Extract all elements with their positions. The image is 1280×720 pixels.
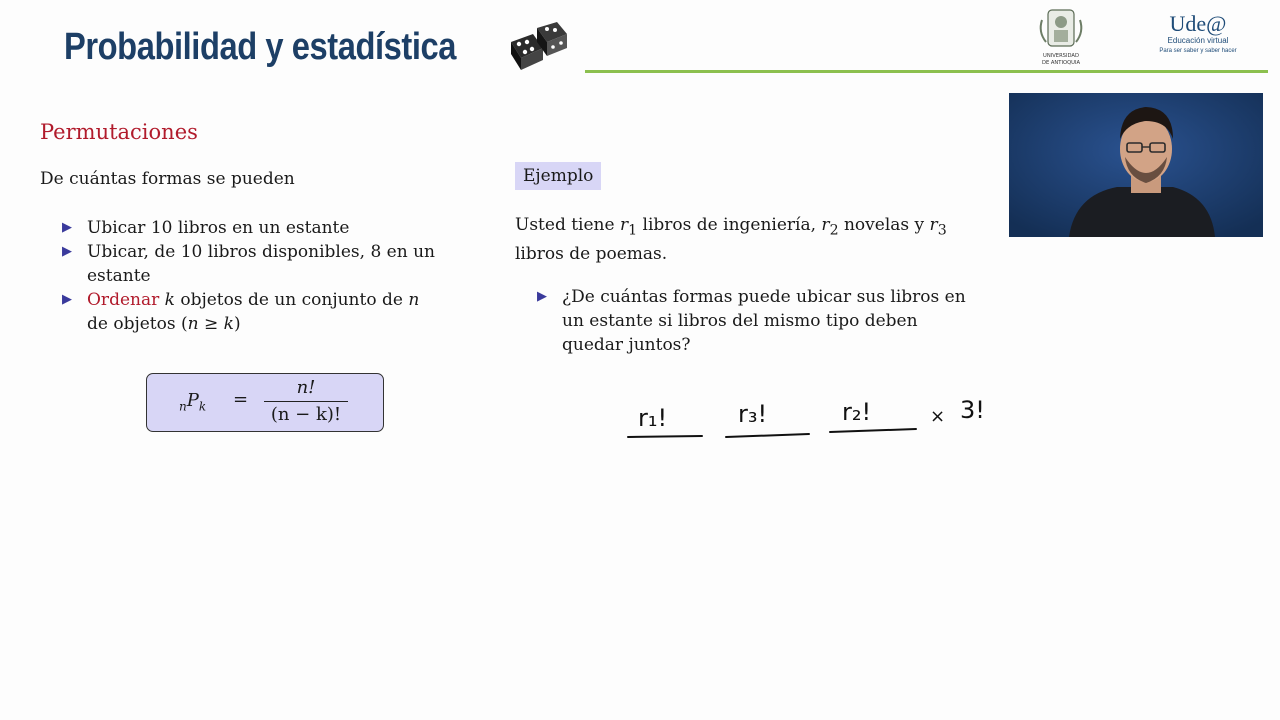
var-n: n xyxy=(408,290,420,310)
triangle-right-icon: ▶ xyxy=(62,244,72,259)
var-r2-sub: 2 xyxy=(829,222,839,239)
example-question: ¿De cuántas formas puede ubicar sus libros en un estante si libros del mismo tipo deben quedar juntos? xyxy=(562,287,966,355)
formula-sub-n: n xyxy=(179,399,187,414)
triangle-right-icon: ▶ xyxy=(62,220,72,235)
dice-icon xyxy=(507,18,569,72)
ink-times: × xyxy=(930,406,946,427)
list-item-text: Ubicar 10 libros en un estante xyxy=(87,218,350,238)
var-r3-sub: 3 xyxy=(937,222,947,239)
var-r1-sub: 1 xyxy=(628,222,638,239)
ink-3-factorial: 3! xyxy=(960,396,985,424)
example-text-part: Usted tiene xyxy=(515,215,620,235)
formula-denominator: (n − k)! xyxy=(270,404,342,425)
header-rule xyxy=(585,70,1268,73)
keyword-ordenar: Ordenar xyxy=(87,290,160,310)
university-logo xyxy=(1034,6,1088,70)
udea-subtitle: Educación virtual xyxy=(1167,36,1229,45)
var-r1: r xyxy=(619,215,629,235)
list-item xyxy=(62,216,502,240)
ink-underline-2 xyxy=(726,434,809,437)
slide-title: Probabilidad y estadística xyxy=(64,26,457,68)
bullet-list xyxy=(62,216,502,336)
udea-tagline: Para ser saber y saber hacer xyxy=(1159,48,1237,54)
logo-text-2: DE ANTIOQUIA xyxy=(1041,60,1081,66)
handwritten-annotation xyxy=(620,392,1010,448)
ink-r2-factorial: r₂! xyxy=(842,398,872,426)
example-text xyxy=(515,213,965,266)
udea-brand: Ude@ xyxy=(1169,11,1227,36)
triangle-right-icon: ▶ xyxy=(62,292,72,307)
ink-underline-1 xyxy=(628,436,702,437)
ink-underline-3 xyxy=(830,429,916,432)
var-r2: r xyxy=(821,215,830,235)
example-text-part: novelas y xyxy=(838,215,930,235)
list-item xyxy=(62,288,502,336)
list-item xyxy=(62,240,502,288)
presenter-figure xyxy=(1009,93,1263,237)
list-item-text: objetos de un conjunto de xyxy=(174,290,409,310)
formula-equals: = xyxy=(233,389,249,410)
example-text-part: libros de poemas. xyxy=(515,244,668,265)
permutation-formula xyxy=(146,373,384,432)
var-k: k xyxy=(164,290,175,310)
triangle-right-icon: ▶ xyxy=(537,289,547,304)
formula-lhs xyxy=(179,390,206,414)
intro-text: De cuántas formas se pueden xyxy=(40,169,295,189)
formula-sub-k: k xyxy=(198,399,207,414)
list-item-text: ) xyxy=(233,314,241,334)
section-heading: Permutaciones xyxy=(40,120,198,144)
list-item-text: Ubicar, de 10 libros disponibles, 8 en un estante xyxy=(87,242,435,286)
list-item-text: de objetos ( xyxy=(87,314,188,334)
var-r3: r xyxy=(929,215,938,235)
fraction-bar xyxy=(264,401,348,402)
example-text-part: libros de ingeniería, xyxy=(637,215,822,235)
ink-r1-factorial: r₁! xyxy=(638,404,668,432)
example-label: Ejemplo xyxy=(515,162,601,190)
presenter-video xyxy=(1009,93,1263,237)
ink-r3-factorial: r₃! xyxy=(738,400,768,428)
formula-numerator: n! xyxy=(296,377,316,398)
condition: n ≥ k xyxy=(187,314,234,334)
formula-p: P xyxy=(186,390,199,411)
example-bullets xyxy=(537,285,977,357)
logo-text-1: UNIVERSIDAD xyxy=(1043,53,1079,59)
list-item xyxy=(537,285,977,357)
udea-logo xyxy=(1158,12,1238,56)
